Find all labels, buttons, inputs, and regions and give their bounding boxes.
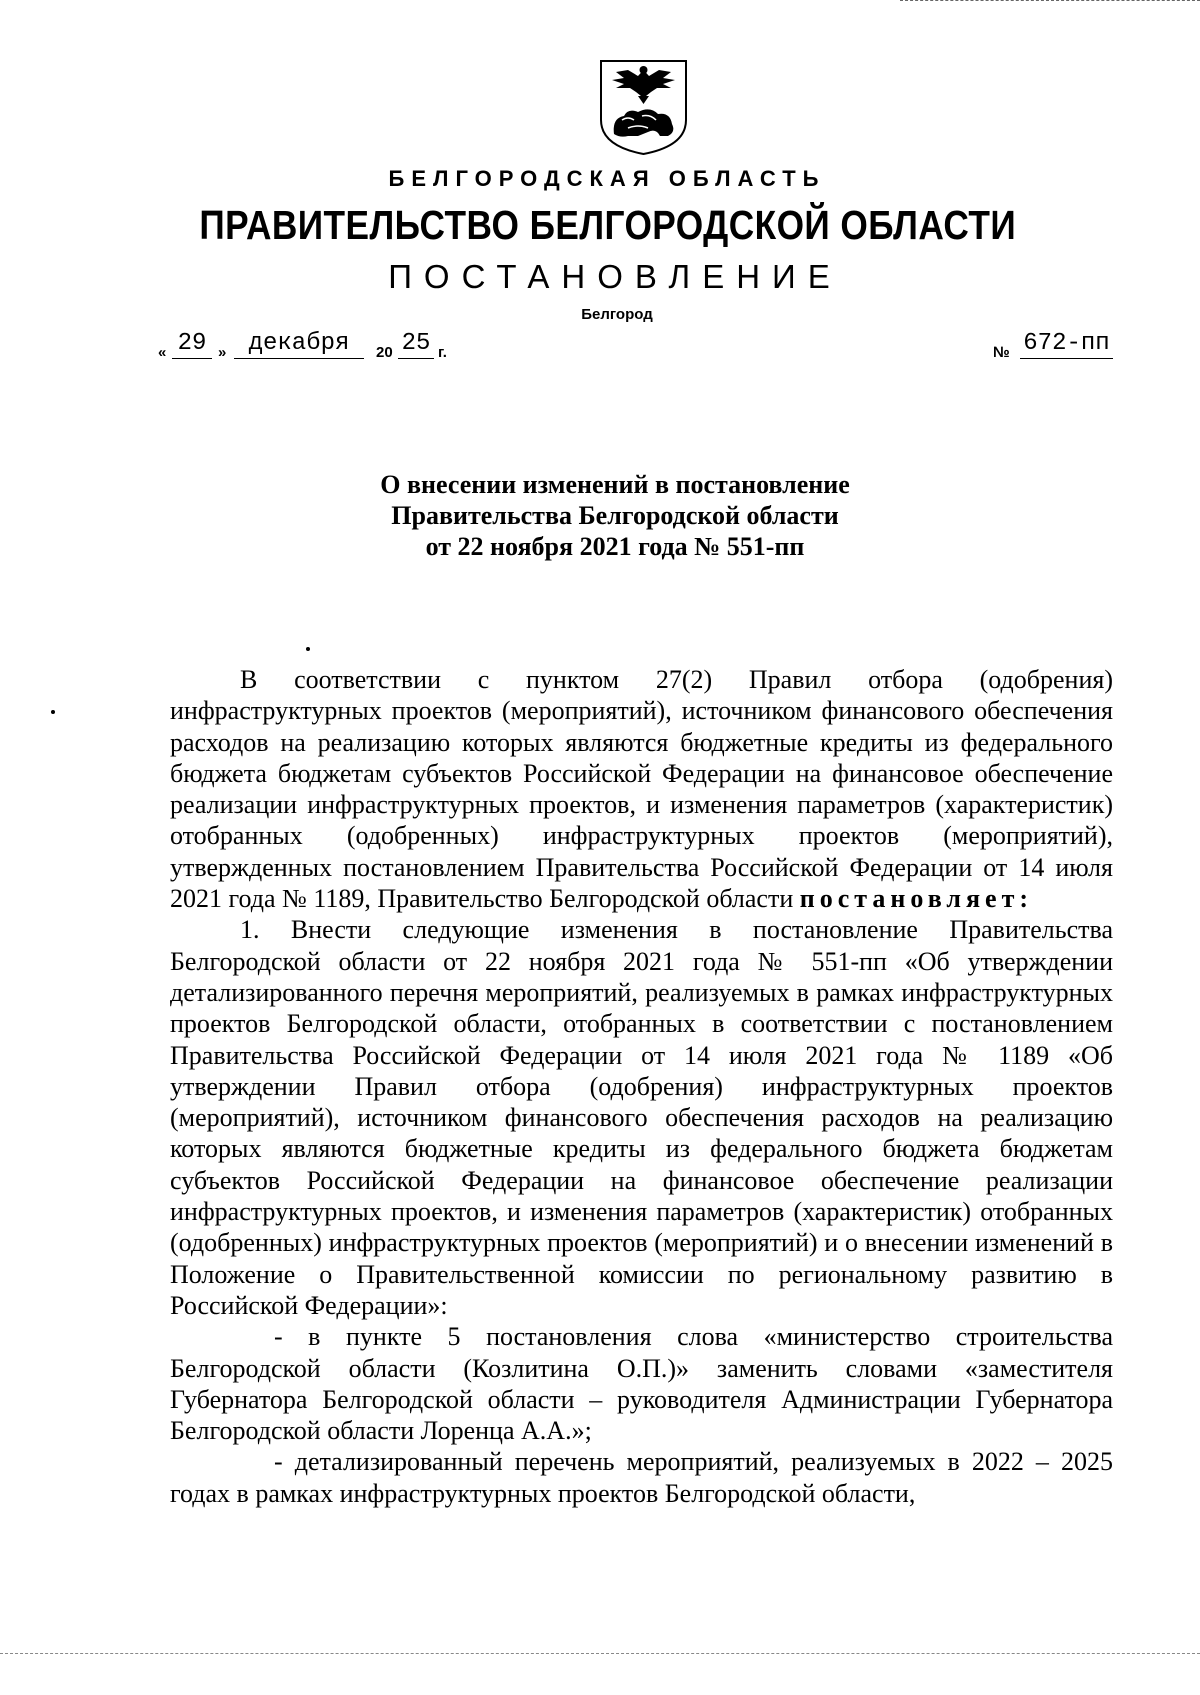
document-title bbox=[0, 469, 1200, 562]
date-number-line bbox=[158, 330, 1113, 370]
scan-edge-bottom bbox=[0, 1653, 1200, 1655]
region-name: БЕЛГОРОДСКАЯ ОБЛАСТЬ bbox=[388, 166, 826, 191]
clause-1-paragraph: 1. Внести следующие изменения в постановление Правительства Белгородской области от 22 ноября 2021 года № 551-пп «Об утверждении детализированного перечня мероприятий, реализуемых в рамках инфраструктурных проектов Белгородской области, отобранных в соответствии с постановлением Правительства Российской Федерации от 14 июля 2021 года № 1189 «Об утверждении Правил отбора (одобрения) инфраструктурных проектов (мероприятий), источником финансового обеспечения расходов на реализацию которых являются бюджетные кредиты из федерального бюджета бюджетам субъектов Российской Федерации на финансовое обеспечение реализации инфраструктурных проектов, и изменения параметров (характеристик) отобранных (одобренных) инфраструктурных проектов (мероприятий) и о внесении изменений в Положение о Правительственной комиссии по региональному развитию в Российской Федерации»: bbox=[170, 915, 1113, 1320]
date-year-suffix: 25 bbox=[398, 330, 434, 359]
date-year-mark: г. bbox=[438, 344, 447, 361]
clause-1-item-1: - в пункте 5 постановления слова «министерство строительства Белгородской области (Козлитина О.П.)» заменить словами «заместителя Губернатора Белгородской области – руководителя Администрации Губернатора Белгородской области Лоренца А.А.»; bbox=[170, 1322, 1113, 1446]
date-day: 29 bbox=[172, 330, 212, 359]
title-line-1: О внесении изменений в постановление bbox=[380, 470, 850, 499]
document-number: 672-пп bbox=[1020, 330, 1113, 359]
scan-speck bbox=[51, 710, 55, 714]
city-name: Белгород bbox=[581, 306, 653, 323]
preamble-text: В соответствии с пунктом 27(2) Правил отбора (одобрения) инфраструктурных проектов (мероприятий), источником финансового обеспечения расходов на реализацию которых являются бюджетные кредиты из федерального бюджета бюджетам субъектов Российской Федерации на финансовое обеспечение реализации инфраструктурных проектов, и изменения параметров (характеристик) отобранных (одобренных) инфраструктурных проектов (мероприятий), утвержденных постановлением Правительства Российской Федерации от 14 июля 2021 года № 1189, Правительство Белгородской области bbox=[170, 665, 1113, 914]
document-type: ПОСТАНОВЛЕНИЕ bbox=[388, 258, 842, 295]
date-year-prefix: 20 bbox=[376, 344, 393, 361]
date-month: декабря bbox=[234, 330, 364, 359]
date-close-quote: » bbox=[218, 344, 227, 361]
title-line-3: от 22 ноября 2021 года № 551-пп bbox=[425, 532, 805, 561]
date-open-quote: « bbox=[158, 344, 167, 361]
scan-speck bbox=[306, 647, 310, 651]
document-body bbox=[170, 664, 1113, 1509]
clause-1-item-2: - детализированный перечень мероприятий, реализуемых в 2022 – 2025 годах в рамках инфраструктурных проектов Белгородской области, bbox=[170, 1447, 1113, 1508]
preamble-paragraph bbox=[170, 664, 1113, 914]
scan-edge-top bbox=[900, 0, 1200, 2]
government-name: ПРАВИТЕЛЬСТВО БЕЛГОРОДСКОЙ ОБЛАСТИ bbox=[199, 202, 1017, 248]
coat-of-arms-emblem bbox=[598, 58, 689, 156]
number-sign: № bbox=[993, 344, 1010, 361]
title-line-2: Правительства Белгородской области bbox=[391, 501, 839, 530]
resolves-word: постановляет: bbox=[799, 884, 1034, 914]
